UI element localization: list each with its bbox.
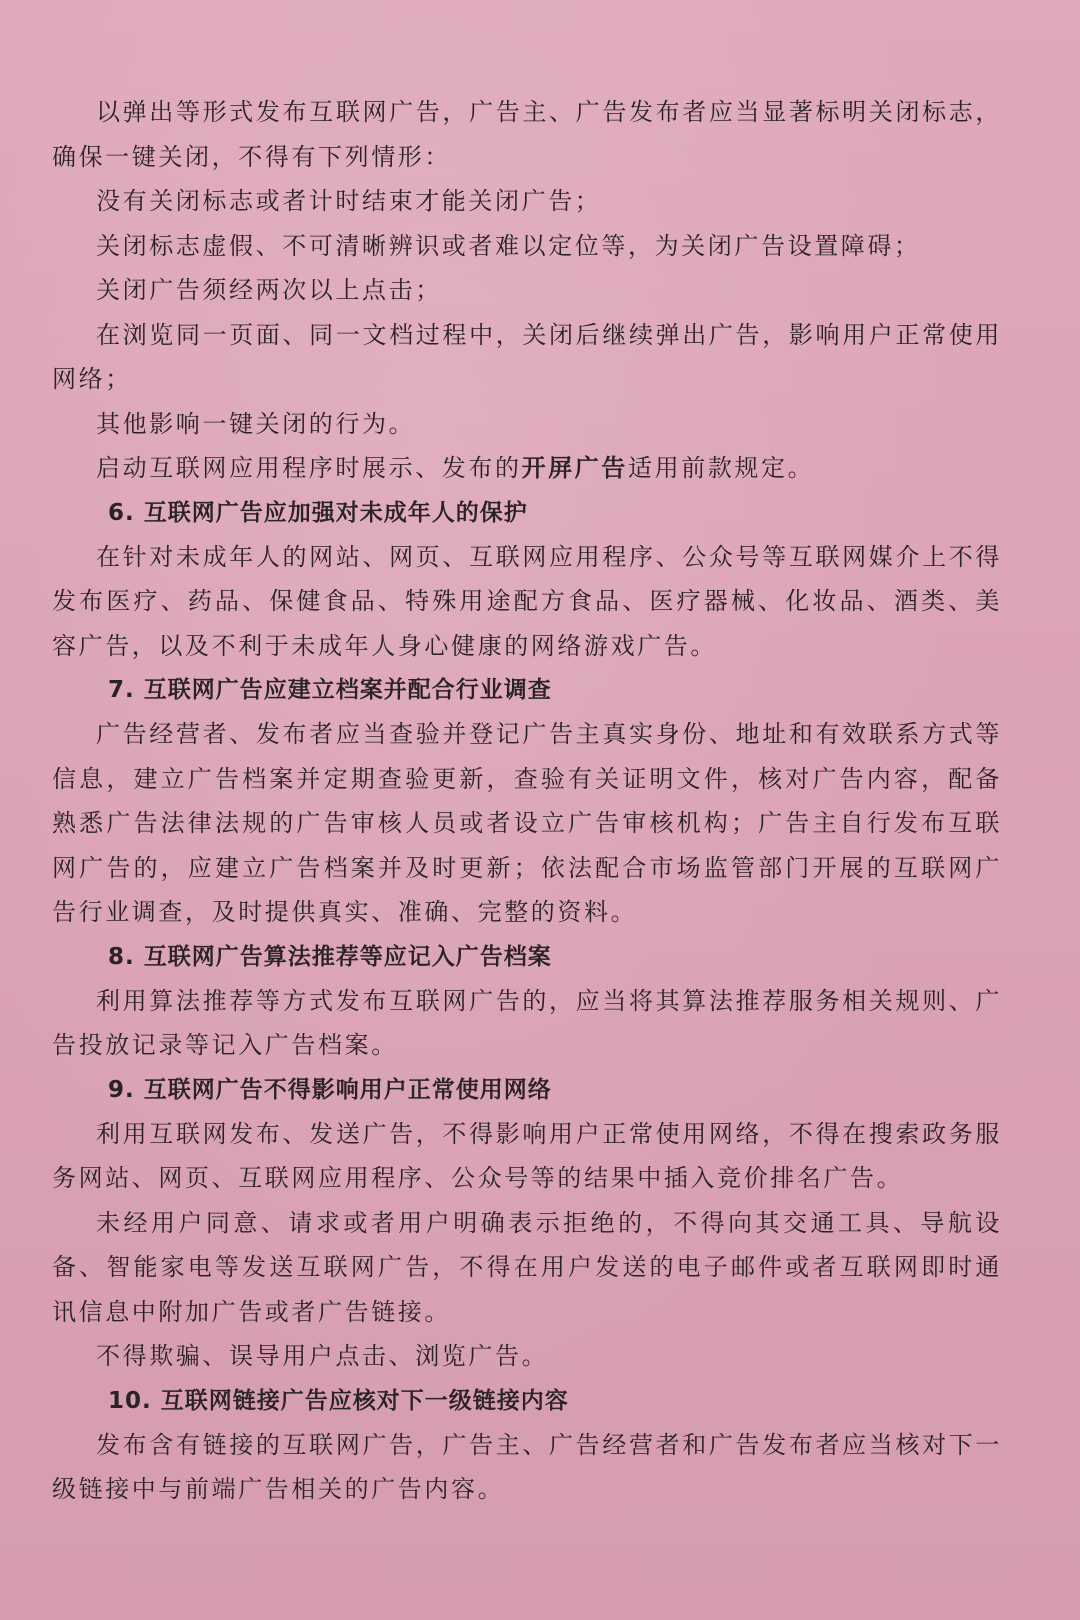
document-body [52, 90, 1002, 1512]
intro-list-item-3: 关闭广告须经两次以上点击； [96, 276, 442, 304]
section-8-paragraph-1: 利用算法推荐等方式发布互联网广告的，应当将其算法推荐服务相关规则、广告投放记录等记入广告档案。 [52, 986, 1002, 1059]
section-9-heading: 9. 互联网广告不得影响用户正常使用网络 [108, 1076, 552, 1103]
section-10-heading: 10. 互联网链接广告应核对下一级链接内容 [108, 1387, 569, 1414]
section-9-paragraph-3: 不得欺骗、误导用户点击、浏览广告。 [96, 1342, 549, 1370]
intro-list-item-4: 在浏览同一页面、同一文档过程中，关闭后继续弹出广告，影响用户正常使用网络； [52, 320, 1002, 393]
section-9-paragraph-1: 利用互联网发布、发送广告，不得影响用户正常使用网络，不得在搜索政务服务网站、网页、互联网应用程序、公众号等的结果中插入竞价排名广告。 [52, 1119, 1002, 1192]
section-9-paragraph-2: 未经用户同意、请求或者用户明确表示拒绝的，不得向其交通工具、导航设备、智能家电等发送互联网广告，不得在用户发送的电子邮件或者互联网即时通讯信息中附加广告或者广告链接。 [52, 1208, 1002, 1326]
section-7-heading: 7. 互联网广告应建立档案并配合行业调查 [108, 677, 552, 703]
intro-paragraph: 以弹出等形式发布互联网广告，广告主、广告发布者应当显著标明关闭标志，确保一键关闭，不得有下列情形： [52, 98, 1002, 171]
section-8-heading: 8. 互联网广告算法推荐等应记入广告档案 [108, 943, 552, 970]
section-6-paragraph-1: 在针对未成年人的网站、网页、互联网应用程序、公众号等互联网媒介上不得发布医疗、药品、保健食品、特殊用途配方食品、医疗器械、化妆品、酒类、美容广告，以及不利于未成年人身心健康的网络游戏广告。 [52, 542, 1002, 660]
section-10-paragraph-1: 发布含有链接的互联网广告，广告主、广告经营者和广告发布者应当核对下一级链接中与前端广告相关的广告内容。 [52, 1430, 1002, 1503]
section-7-paragraph-1: 广告经营者、发布者应当查验并登记广告主真实身份、地址和有效联系方式等信息，建立广告档案并定期查验更新，查验有关证明文件，核对广告内容，配备熟悉广告法律法规的广告审核人员或者设立广告审核机构；广告主自行发布互联网广告的，应建立广告档案并及时更新；依法配合市场监管部门开展的互联网广告行业调查，及时提供真实、准确、完整的资料。 [52, 720, 1002, 926]
kaiping-text-after: 适用前款规定。 [628, 454, 815, 482]
section-6-heading: 6. 互联网广告应加强对未成年人的保护 [108, 499, 528, 526]
kaiping-text-before: 启动互联网应用程序时展示、发布的 [96, 454, 522, 482]
kaiping-paragraph [52, 446, 1002, 491]
intro-list-item-1: 没有关闭标志或者计时结束才能关闭广告； [96, 187, 602, 215]
intro-list-item-5: 其他影响一键关闭的行为。 [96, 409, 416, 438]
kaiping-highlight: 开屏广告 [521, 453, 629, 482]
intro-list-item-2: 关闭标志虚假、不可清晰辨识或者难以定位等，为关闭广告设置障碍； [96, 231, 921, 260]
